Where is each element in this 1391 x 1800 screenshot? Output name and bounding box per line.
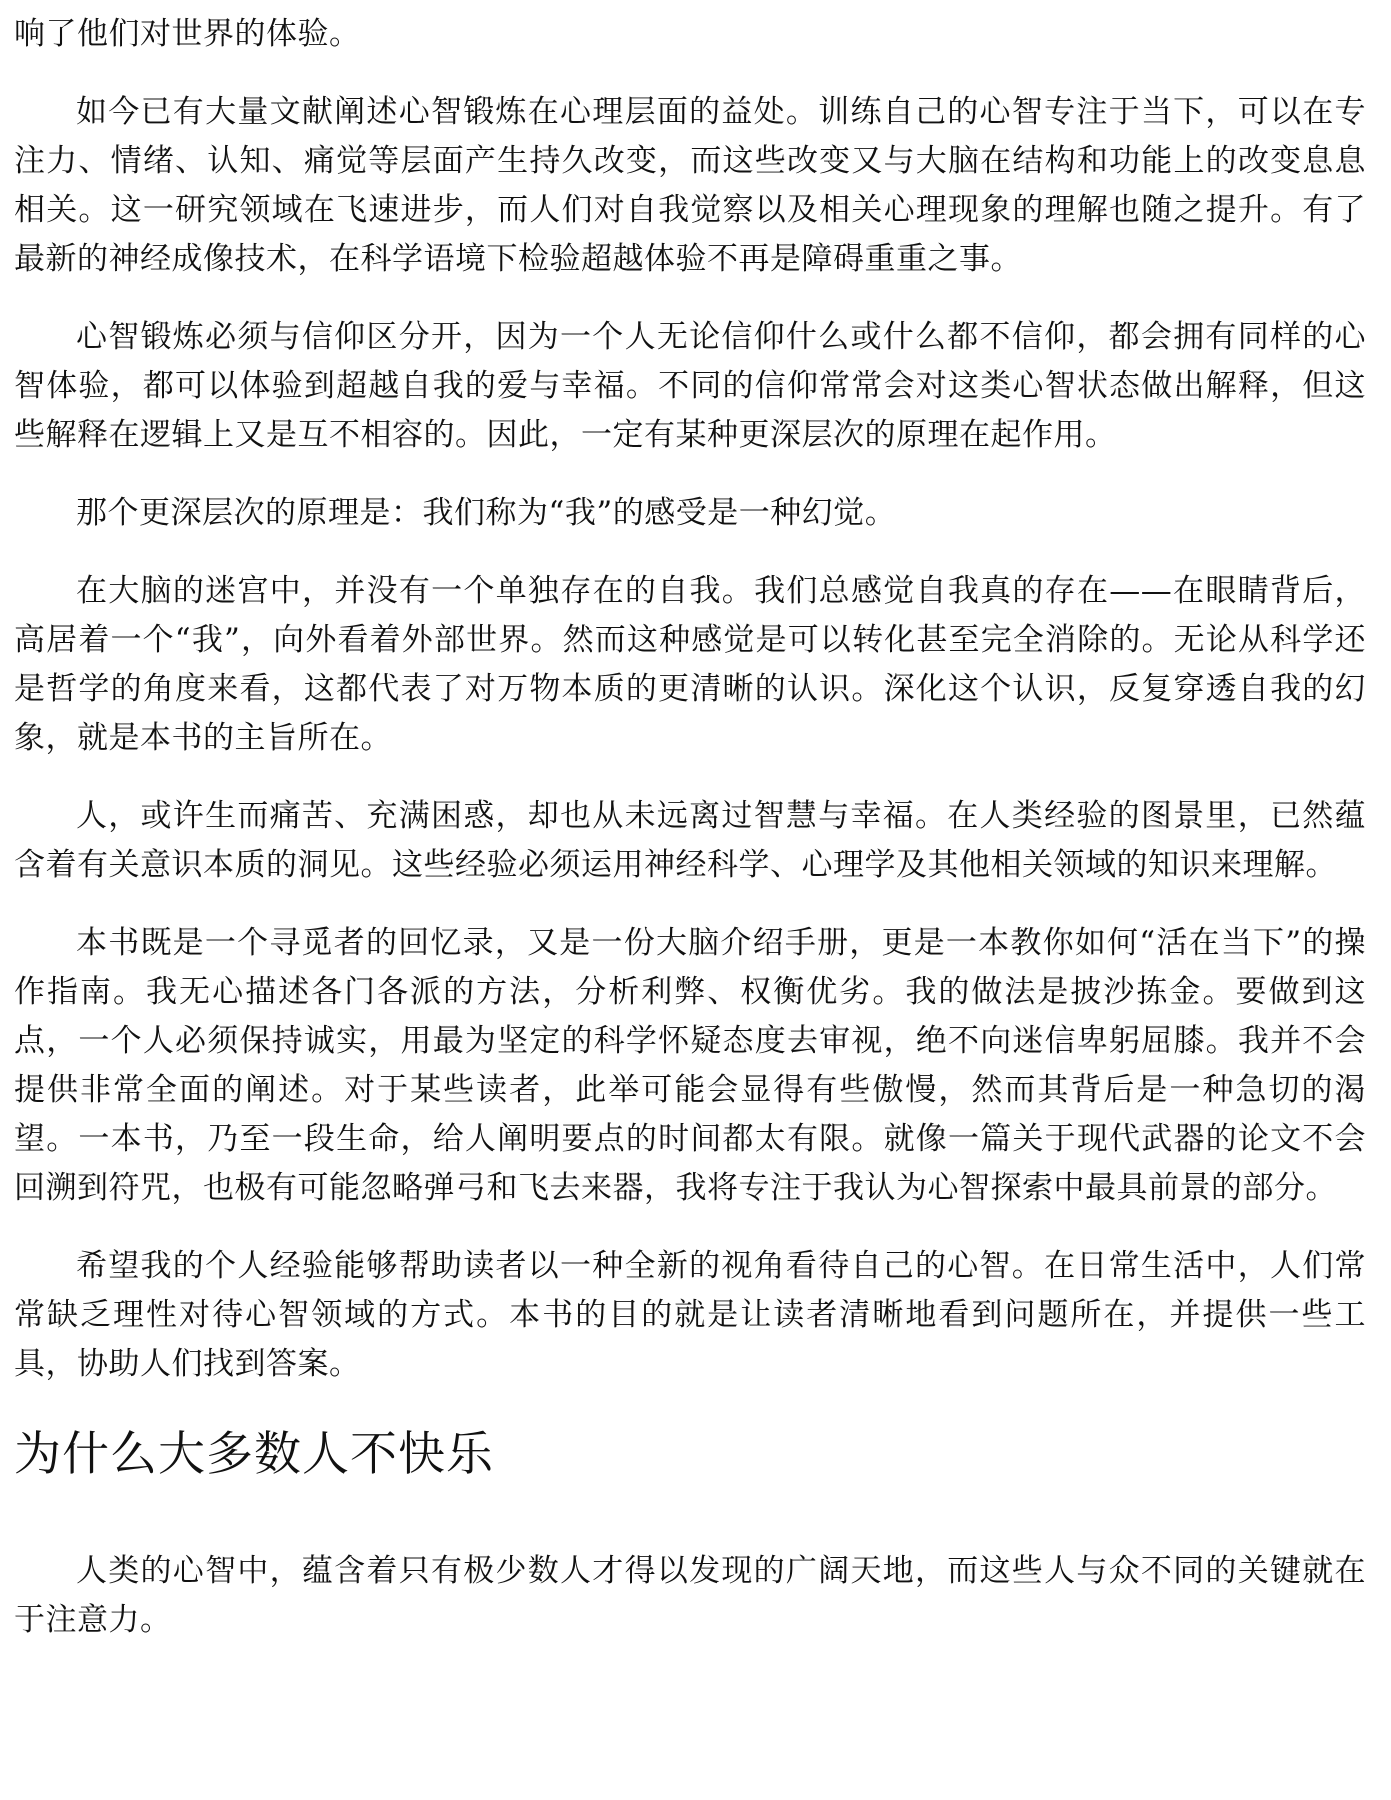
paragraph-self-illusion: 那个更深层次的原理是：我们称为“我”的感受是一种幻觉。 <box>76 495 897 531</box>
paragraph-wisdom-and-happiness: 人，或许生而痛苦、充满困惑，却也从未远离过智慧与幸福。在人类经验的图景里，已然蕴含着有关意识本质的洞见。这些经验必须运用神经科学、心理学及其他相关领域的知识来理解。 <box>14 798 1366 883</box>
paragraph-continued: 响了他们对世界的体验。 <box>14 16 361 52</box>
paragraph-attention: 人类的心智中，蕴含着只有极少数人才得以发现的广阔天地，而这些人与众不同的关键就在于注意力。 <box>14 1553 1366 1638</box>
paragraph-separate-from-belief: 心智锻炼必须与信仰区分开，因为一个人无论信仰什么或什么都不信仰，都会拥有同样的心智体验，都可以体验到超越自我的爱与幸福。不同的信仰常常会对这类心智状态做出解释，但这些解释在逻辑上又是互不相容的。因此，一定有某种更深层次的原理在起作用。 <box>14 319 1366 453</box>
paragraph-no-separate-self: 在大脑的迷宫中，并没有一个单独存在的自我。我们总感觉自我真的存在——在眼睛背后，高居着一个“我”，向外看着外部世界。然而这种感觉是可以转化甚至完全消除的。无论从科学还是哲学的角度来看，这都代表了对万物本质的更清晰的认识。深化这个认识，反复穿透自我的幻象，就是本书的主旨所在。 <box>14 573 1366 756</box>
paragraph-book-purpose: 本书既是一个寻觅者的回忆录，又是一份大脑介绍手册，更是一本教你如何“活在当下”的操作指南。我无心描述各门各派的方法，分析利弊、权衡优劣。我的做法是披沙拣金。要做到这点，一个人必须保持诚实，用最为坚定的科学怀疑态度去审视，绝不向迷信卑躬屈膝。我并不会提供非常全面的阐述。对于某些读者，此举可能会显得有些傲慢，然而其背后是一种急切的渴望。一本书，乃至一段生命，给人阐明要点的时间都太有限。就像一篇关于现代武器的论文不会回溯到符咒，也极有可能忽略弹弓和飞去来器，我将专注于我认为心智探索中最具前景的部分。 <box>14 925 1366 1206</box>
section-heading: 为什么大多数人不快乐 <box>14 1427 494 1482</box>
paragraph-mind-training-benefits: 如今已有大量文献阐述心智锻炼在心理层面的益处。训练自己的心智专注于当下，可以在专注力、情绪、认知、痛觉等层面产生持久改变，而这些改变又与大脑在结构和功能上的改变息息相关。这一研究领域在飞速进步，而人们对自我觉察以及相关心理现象的理解也随之提升。有了最新的神经成像技术，在科学语境下检验超越体验不再是障碍重重之事。 <box>14 94 1366 277</box>
document-page <box>14 0 1366 1674</box>
paragraph-hope: 希望我的个人经验能够帮助读者以一种全新的视角看待自己的心智。在日常生活中，人们常常缺乏理性对待心智领域的方式。本书的目的就是让读者清晰地看到问题所在，并提供一些工具，协助人们找到答案。 <box>14 1248 1366 1382</box>
